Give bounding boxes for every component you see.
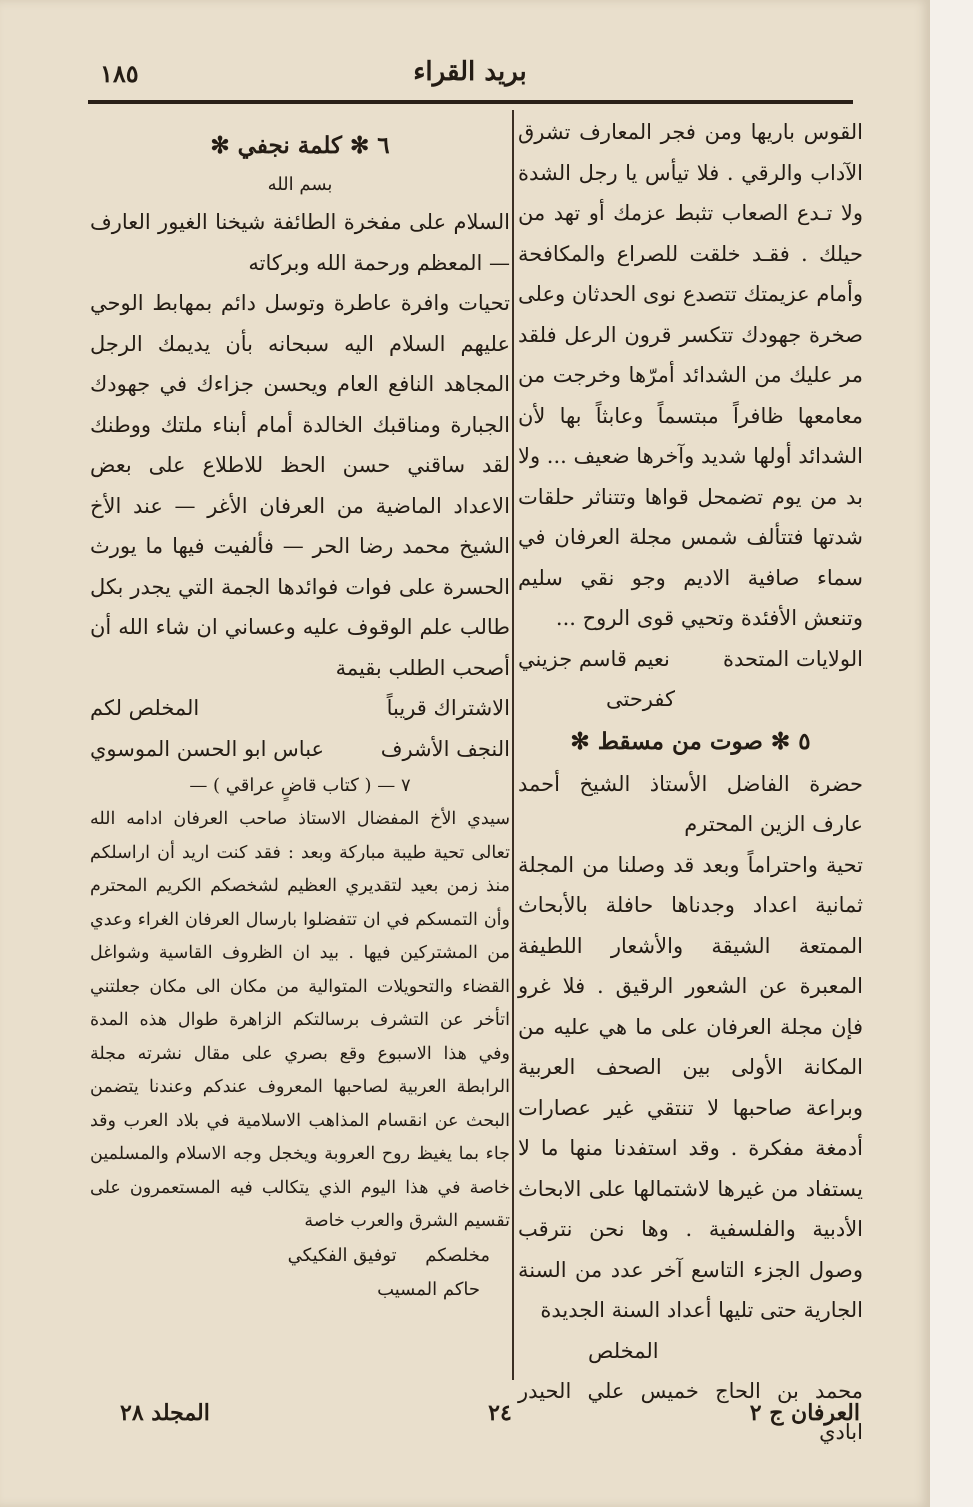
section-6-signature-1 [90, 688, 510, 729]
section-5-body: تحية واحتراماً وبعد قد وصلنا من المجلة ثمانية اعداد وجدناها حافلة بالأبحاث الممتعة الشيقة والأشعار اللطيفة المعبرة عن الشعور الرقيق . فلا غرو فإن مجلة العرفان على ما هي عليه من المكانة الأولى بين الصحف العربية وبراعة صاحبها لا تنتقي غير عصارات أدمغة مفكرة . وقد استفدنا منها ما لا يستفاد من غيرها لاشتمالها على الابحاث الأدبية والفلسفية . وها نحن نترقب وصول الجزء التاسع آخر عدد من السنة الجارية حتى تليها أعداد السنة الجديدة [518, 852, 863, 1322]
section-7-heading: ٧ — ( كتاب قاضٍ عراقي ) — [189, 775, 411, 796]
signer-name: نعيم قاسم جزيني [518, 646, 670, 671]
footer-journal: العرفان ج ٢ [749, 1400, 860, 1426]
section-6-salutation: السلام على مفخرة الطائفة شيخنا الغيور العارف — المعظم ورحمة الله وبركاته [90, 210, 510, 275]
signature-row [518, 639, 863, 680]
scan-margin [930, 0, 973, 1507]
continued-letter-text: القوس باريها ومن فجر المعارف تشرق الآداب والرقي . فلا تيأس يا رجل الشدة ولا تـدع الصعاب تثبط عزمك أو تهد من حيلك . فقـد خلقت للصراع والمكافحة وأمام عزيمتك تتصدع نوى الحدثان وعلى صخرة جهودك تتكسر قرون الرعل فلقد مر عليك من الشدائد أمرّها وخرجت من معامعها ظافراً مبتسماً وعابثاً بها لأن الشدائد أولها شديد وآخرها ضعيف ... ولا بد من يوم تضمحل قواها وتتناثر حلقات شدتها فتتألف شمس مجلة العرفان في سماء صافية الاديم وجو نقي سليم وتنعش الأفئدة وتحيي قوى الروح ... [518, 120, 863, 630]
section-7-sign-name: توفيق الفكيكي [287, 1244, 397, 1266]
page-footer [120, 1400, 880, 1436]
right-column [518, 112, 863, 1452]
section-5-sign-label: المخلص [588, 1338, 659, 1363]
page-header [90, 55, 850, 95]
page-number: ١٨٥ [100, 59, 139, 88]
left-column [90, 124, 510, 1307]
section-7-body: سيدي الأخ المفضال الاستاذ صاحب العرفان ادامه الله تعالى تحية طيبة مباركة وبعد : فقد كنت اريد أن اراسلكم منذ زمن بعيد لتقديري العظيم لشخصكم الكريم المحترم وأن التمسكم في ان تتفضلوا بارسال العرفان الغراء وعدي من المشتركين فيها . بيد ان الظروف القاسية وشواغل القضاء والتحويلات المتوالية من مكان الى مكان جعلتني اتأخر عن التشرف برسالتكم الزاهرة طوال هذه المدة وفي هذا الاسبوع وقع بصري على مقال نشرته مجلة الرابطة العربية لصاحبها المعروف عندكم وعندنا يتضمن البحث عن انقسام المذاهب الاسلامية في بلاد العرب وقد جاء بما يغيظ روح العروبة ويخجل وجه الاسلام والمسلمين خاصة في هذا اليوم الذي يتكالب فيه المستعمرون على تقسيم الشرق والعرب خاصة [90, 809, 510, 1231]
footer-volume: المجلد ٢٨ [120, 1400, 210, 1426]
footer-page: ٢٤ [488, 1400, 512, 1426]
basmala: بسم الله [267, 174, 333, 195]
section-7-sign-title: حاكم المسيب [377, 1278, 480, 1300]
section-6-signature-2 [90, 729, 510, 770]
section-7-sign-label: مخلصكم [425, 1244, 490, 1266]
sign-name: عباس ابو الحسن الموسوي [90, 736, 325, 761]
sign-label: المخلص لكم [90, 696, 200, 720]
section-7-signature [90, 1239, 510, 1273]
section-6-heading: ٦ ✻ كلمة نجفي ✻ [210, 132, 390, 159]
signer-place: الولايات المتحدة [722, 646, 863, 671]
sign-place: النجف الأشرف [380, 736, 510, 761]
section-5-sign-name: محمد بن الحاج خميس علي الحيدر ابادي [518, 1379, 863, 1444]
section-5-heading: ٥ ✻ صوت من مسقط ✻ [570, 727, 811, 755]
section-5-signature [518, 1331, 863, 1372]
section-6-body: تحيات وافرة عاطرة وتوسل دائم بمهابط الوحي عليهم السلام اليه سبحانه بأن يديمك الرجل المجاهد النافع العام ويحسن جزاءك في جهودك الجبارة ومناقبك الخالدة أمام أبناء ملتك ووطنك لقد ساقني حسن الحظ للاطلاع على بعض الاعداد الماضية من العرفان الأغر — عند الأخ الشيخ محمد رضا الحر — فألفيت فيها ما يورث الحسرة على فوات فوائدها الجمة التي يجدر بكل طالب علم الوقوف عليه وعساني ان شاء الله أن أصحب الطلب بقيمة [90, 291, 510, 680]
sign-subscription: الاشتراك قريباً [386, 696, 510, 720]
signer-town: كفرحتى [605, 687, 676, 711]
column-divider [512, 110, 514, 1380]
section-title: بريد القراء [413, 57, 527, 87]
header-rule [88, 100, 853, 104]
section-5-salutation: حضرة الفاضل الأستاذ الشيخ أحمد عارف الزين المحترم [518, 771, 863, 836]
